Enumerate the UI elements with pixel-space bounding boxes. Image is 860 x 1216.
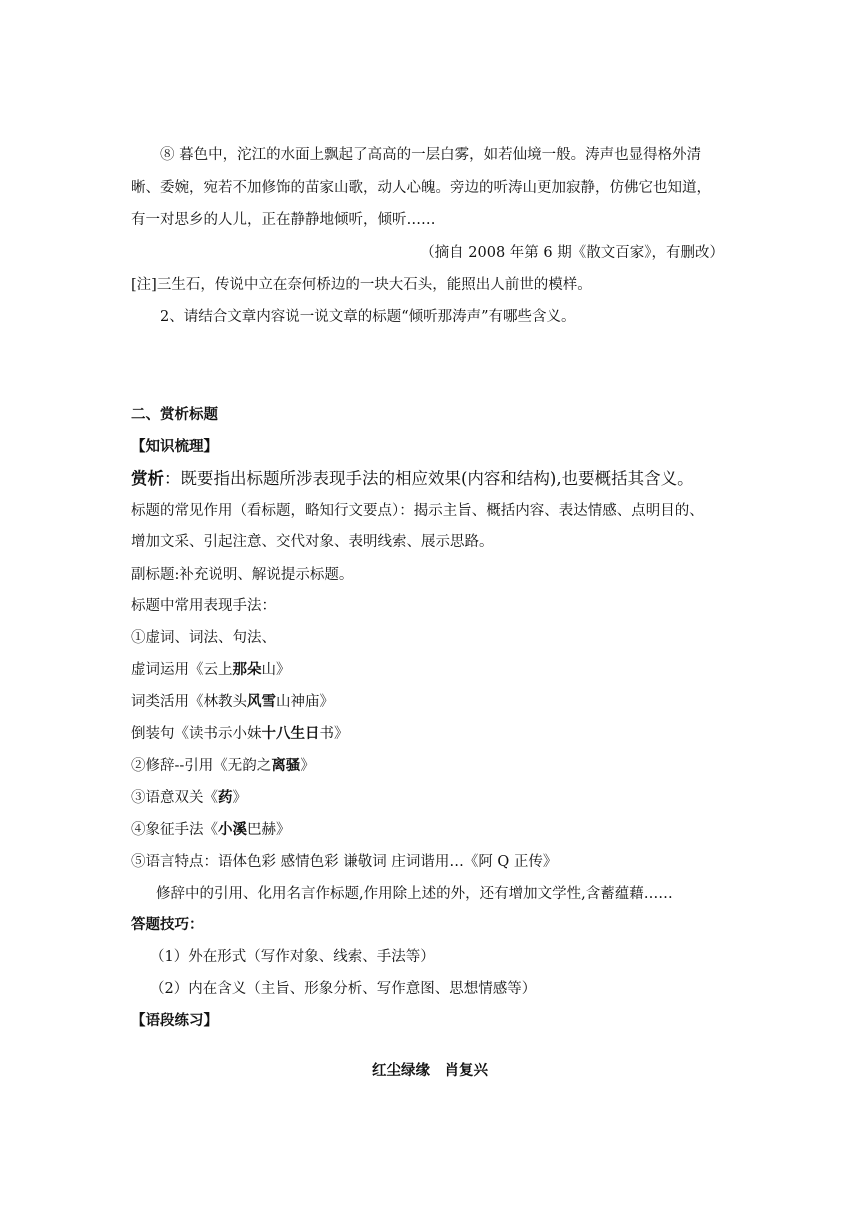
example-text: ④象征手法《 bbox=[131, 822, 218, 838]
technique-1: ①虚词、词法、句法、 bbox=[131, 630, 276, 646]
example-word-class bbox=[131, 690, 334, 711]
example-emphasis: 风雪 bbox=[247, 693, 276, 710]
passage-source: （摘自 2008 年第 6 期《散文百家》，有删改） bbox=[420, 245, 724, 261]
example-emphasis: 药 bbox=[218, 789, 233, 806]
answer-tip-2: （2）内在含义（主旨、形象分析、写作意图、思想情感等） bbox=[150, 981, 537, 997]
example-function-words bbox=[131, 658, 291, 679]
technique-5: ⑤语言特点：语体色彩 感情色彩 谦敬词 庄词谐用…《阿 Q 正传》 bbox=[131, 854, 558, 870]
knowledge-heading: 【知识梳理】 bbox=[131, 438, 218, 455]
appreciation-label: 赏析 bbox=[131, 469, 164, 488]
example-inversion bbox=[131, 722, 349, 743]
example-text: 山》 bbox=[261, 662, 291, 678]
section-heading: 二、赏析标题 bbox=[131, 406, 218, 423]
article-title: 红尘绿缘 肖复兴 bbox=[372, 1062, 488, 1079]
appreciation-line bbox=[131, 465, 694, 489]
example-emphasis: 小溪 bbox=[218, 821, 247, 838]
technique-2 bbox=[131, 754, 315, 775]
passage-paragraph-8-line-1: ⑧ 暮色中，沱江的水面上飘起了高高的一层白雾，如若仙境一般。涛声也显得格外清 bbox=[160, 147, 702, 163]
example-emphasis: 那朵 bbox=[232, 661, 262, 678]
technique-3 bbox=[131, 786, 247, 807]
example-emphasis: 十八生日 bbox=[261, 725, 320, 742]
example-text: 》 bbox=[300, 758, 315, 774]
answer-tips-heading: 答题技巧： bbox=[131, 916, 204, 933]
title-functions-line-1: 标题的常见作用（看标题，略知行文要点）：揭示主旨、概括内容、表达情感、点明目的、 bbox=[131, 503, 704, 519]
technique-4 bbox=[131, 818, 291, 839]
example-text: 山神庙》 bbox=[276, 694, 334, 710]
example-text: 词类活用《林教头 bbox=[131, 694, 247, 710]
passage-paragraph-8-line-2: 晰、委婉，宛若不加修饰的苗家山歌，动人心魄。旁边的听涛山更加寂静，仿佛它也知道， bbox=[131, 180, 711, 196]
example-text: 》 bbox=[232, 790, 247, 806]
question-2: 2、请结合文章内容说一说文章的标题“倾听那涛声”有哪些含义。 bbox=[160, 309, 576, 325]
example-text: ③语意双关《 bbox=[131, 790, 218, 806]
example-text: ②修辞--引用《无韵之 bbox=[131, 758, 272, 774]
passage-note: [注]三生石，传说中立在奈何桥边的一块大石头，能照出人前世的模样。 bbox=[131, 277, 592, 293]
practice-heading: 【语段练习】 bbox=[131, 1012, 218, 1029]
techniques-intro: 标题中常用表现手法： bbox=[131, 598, 276, 614]
example-emphasis: 离骚 bbox=[271, 757, 301, 774]
rhetoric-note: 修辞中的引用、化用名言作标题,作用除上述的外，还有增加文学性,含蓄蕴藉…… bbox=[156, 886, 673, 902]
example-text: 书》 bbox=[319, 726, 349, 742]
example-text: 虚词运用《云上 bbox=[131, 662, 233, 678]
subtitle-note: 副标题:补充说明、解说提示标题。 bbox=[131, 567, 354, 583]
appreciation-text: ：既要指出标题所涉表现手法的相应效果(内容和结构),也要概括其含义。 bbox=[164, 469, 694, 488]
answer-tip-1: （1）外在形式（写作对象、线索、手法等） bbox=[150, 949, 435, 965]
example-text: 倒装句《读书示小妹 bbox=[131, 726, 262, 742]
title-functions-line-2: 增加文采、引起注意、交代对象、表明线索、展示思路。 bbox=[131, 534, 494, 550]
passage-paragraph-8-line-3: 有一对思乡的人儿，正在静静地倾听，倾听…… bbox=[131, 212, 436, 228]
example-text: 巴赫》 bbox=[247, 822, 291, 838]
